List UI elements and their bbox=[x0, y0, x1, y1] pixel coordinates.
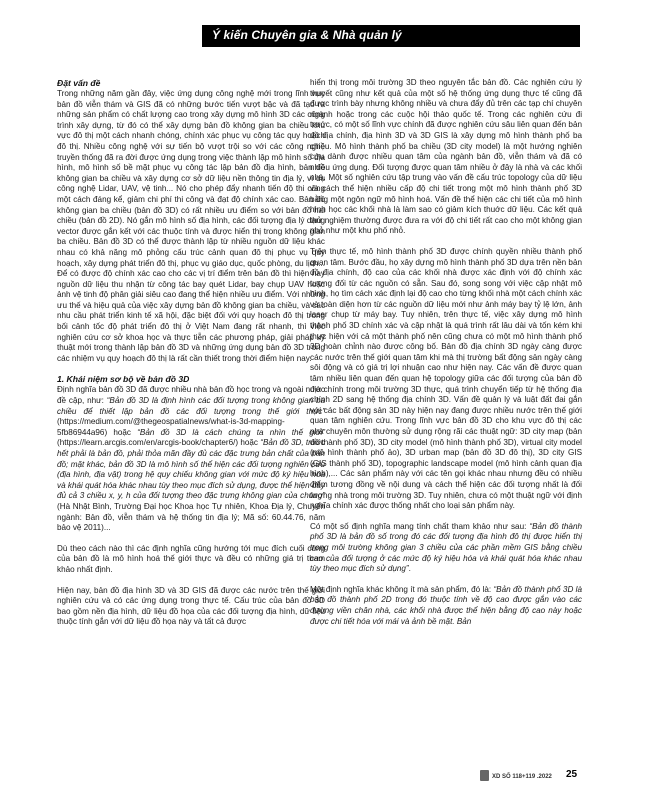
reference-definition-quote: “Bản đồ thành phố 3D là bản đồ số trong đó các đối tượng địa hình đô thị được hiển thị trong môi trường không gian 3 chiều của các phần mềm GIS bằng chiều cao của đối tượng ở các mức độ ký hiệu hóa và khái quát hóa khác nhau tùy theo mục đích sử dụng” bbox=[310, 521, 582, 574]
page-number: 25 bbox=[566, 769, 578, 780]
definition-paragraph bbox=[57, 385, 325, 533]
research-paragraph: hiển thị trong môi trường 3D theo nguyên tắc bản đồ. Các nghiên cứu lý thuyết cũng như kết quả của một số hệ thống ứng dụng thực tế cũng đã được trình bày nhưng không nhiều và chưa đẩy đủ trên các tạp chí chuyên ngành hoặc trong các cuộc hội thảo quốc tế. Trong các nghiên cứu đi trước, có một số lĩnh vực chính đã được nghiên cứu sâu liên quan đến bản đồ địa chính, địa hình 3D và 3D GIS là xây dựng mô hình thành phố ba chiều. Mô hình thành phố ba chiều (3D city model) là một hướng nghiên cứu dành được nhiều quan tâm của ngành bản đồ, viễn thám và đã có nhiều ứng dụng. Đối tượng được quan tâm nhiều ở đây là nhà và các khối nhà. Một số nghiên cứu tập trung vào vấn đề cấu trúc topology của dữ liệu và cách thể hiện nhiều cấp độ chi tiết trong một mô hình thành phố 3D bằng một ngôn ngữ mô hình hoá. Vấn đề thể hiện các chi tiết của mô hình hình học các khối nhà là làm sao có giảm kích thuớc dữ liệu. Các kết quả thử nghiệm thường được đưa ra với độ chi tiết rất cao cho một không gian nhỏ như một khu phố nhỏ. bbox=[310, 78, 582, 236]
definition-quote-3: “Bản đồ 3D, trước hết phải là bản đồ, phải thỏa mãn đầy đủ các đặc trưng bản chất của bản đồ; mặt khác, bản đồ 3D là mô hình số thể hiện các đối tượng nghiên cứu (địa hình, địa vật) trong hệ quy chiếu không gian với mức độ ký hiệu hóa và khái quát hóa khác nhau tùy theo mục đích sử dụng, được thể hiện đầy đủ cả 3 chiều x, y, h của đối tượng theo đặc trưng không gian của chúng” bbox=[57, 438, 325, 501]
right-column bbox=[310, 78, 582, 637]
city-model-paragraph: Trên thực tế, mô hình thành phố 3D được chính quyền nhiều thành phố quan tâm. Bước đầu, họ xây dựng mô hình thành phố 3D dựa trên nền bản đồ địa chính, độ cao của các khối nhà được xác định với độ chính xác tương đối từ các nguồn có sẵn. Sau đó, song song với việc cập nhật mô hình, họ tìm cách xác định lại độ cao cho từng khối nhà một cách chính xác và toàn diện hơn từ các nguồn dữ liệu mới như ảnh máy bay tỷ lệ lớn, ảnh laser chụp từ máy bay. Tuy nhiên, trên thực tế, việc xây dựng mô hình thành phố 3D chính xác và cập nhật là quá trình rất lâu dài và tốn kém khi thực hiện với cả một thành phố nên cũng chưa có một mô hình thành phố 3D hoàn chỉnh nào được công bố. Bản đồ địa chính 3D ngày càng được các nước trên thế giới quan tâm khi mà thị trường bất động sản ngày càng sôi động và có giá trị lợi nhuận cao như hiện nay. Các vấn đề được quan tâm nhiều liên quan đến quan hệ topology giữa các đối tượng của bản đồ địa chính trong môi trường 3D thực, quá trình chuyển tiếp từ hệ thống địa chính 2D sang hệ thống địa chính 3D. Vấn đề quản lý và luật đất đai gắn với các bất động sản 3D này hiện nay đang được nhiều nước trên thế giới quan tâm nghiên cứu. Trong lĩnh vực bản đồ 3D cho khu vực đô thị các nhà chuyên môn thường sử dụng rộng rãi các thuật ngữ: 3D city map (bản đồ thành phố 3D), 3D city model (mô hình thành phố 3D), virtual city model (mô hình thành phố ảo), 3D urban map (bản đồ 3D đô thị), 3D city GIS (GIS thành phố 3D), topographic landscape model (mô hình cảnh quan địa hình),... Các sản phẩm này với các tên gọi khác nhau nhưng đều có nhiều điểm tương đồng về nội dung và cách thể hiện các đối tượng nhất là đối tượng nhà trong môi trường 3D. Tuy nhiên, chưa có một thuật ngữ với định nghĩa chính xác được thống nhất cho loại sản phẩm này. bbox=[310, 246, 582, 511]
definition-ref-3: (Hà Nhật Bình, Trường Đại học Khoa học Tự nhiên, Khoa Địa lý, Chuyên ngành: Bản đồ, viễn thám và hệ thống tin địa lý; Mã số: 60.44.76, năm bảo vệ 2011)... bbox=[57, 501, 325, 533]
definition-text: Định nghĩa bản đồ 3D đã được nhiều nhà bản đồ học trong và ngoài nước đề cập, như: bbox=[57, 385, 325, 406]
reference-definition-text: Có một số định nghĩa mang tính chất tham khảo như sau: bbox=[310, 521, 530, 531]
definition-ref-1: (https://medium.com/@thegeospatialnews/what-is-3d-mapping-5fb86944a96) hoặc bbox=[57, 417, 285, 437]
section-header-bar bbox=[202, 25, 580, 47]
other-definition-quote: “Bản đồ thành phố 3D là bản đồ thành phố 2D trong đó thuộc tính về độ cao được gắn vào các đường viền chân nhà, các khối nhà được thể hiện bằng độ cao này hoặc được chi tiết hóa với mái và ảnh bề mặt. Bản bbox=[310, 584, 582, 626]
structure-paragraph: Hiện nay, bản đồ địa hình 3D và 3D GIS đã được các nước trên thế giới nghiên cứu và có các ứng dụng trong thực tế. Cấu trúc của bản đồ 3D bao gồm nền địa hình, dữ liệu đồ họa của các đối tượng địa hình, dữ liệu thuộc tính gắn với dữ liệu đồ họa này và tất cả được bbox=[57, 585, 325, 627]
definition-quote-2: “Bản đồ 3D là cách chúng ta nhìn thế giới” bbox=[137, 427, 325, 437]
summary-paragraph: Dù theo cách nào thì các định nghĩa cũng hướng tới mục đích cuối cùng của bản đồ là mô hình hoá thế giới thực và đều có những giá trị tham khảo nhất định. bbox=[57, 543, 325, 574]
intro-paragraph: Trong những năm gần đây, việc ứng dụng công nghệ mới trong lĩnh vực bản đồ viễn thám và GIS đã có những bước tiến vượt bậc và đã tạo ra những sản phẩm có chất lượng cao trong xây dựng mô hình 3D các công trình xây dựng, từ đó có thể xây dựng bản đồ không gian ba chiều khu vực đô thị một cách nhanh chóng, chính xác phục vụ công tác quy hoạch đô thị. Nhiều công nghệ với sự tiến bộ vượt trội so với các công nghệ truyền thống đã ra đời được ứng dụng trong việc thành lập mô hình số địa hình, mô hình số bề mặt phục vụ công tác lập bản đồ địa hình, bản đồ không gian ba chiều và xây dựng cơ sở dữ liệu nền thông tin địa lý, ví dụ công nghệ Lidar, UAV, vệ tinh... Nó cho phép đẩy nhanh tiến độ thi công một cách đáng kể, giảm chi phí thi công và đạt độ chính xác cao. Bản đồ không gian ba chiều (bản đồ 3D) có rất nhiều ưu điểm so với bản đồ hai chiều (bản đồ 2D). Nó gắn mô hình số địa hình, các đối tượng địa lý dạng vector được gắn kết với các thuộc tính và được hiển thị trong không gian ba chiều. Bản đồ 3D có thể được thành lập từ nhiều nguồn dữ liệu khác nhau có khả năng mô phỏng cấu trúc cảnh quan đô thị phục vụ quy hoạch, xây dựng phát triển đô thị, phục vụ giáo dục, quốc phòng, du lịch... Để có được độ chính xác cao cho các vị trí điểm trên bản đồ thì hiện nay nguồn dữ liệu thu nhận từ công tác bay quét Lidar, bay chụp UAV hoặc ảnh vệ tinh độ phân giải siêu cao đang thể hiện nhiều ưu điểm. Với những ưu thế và hiệu quả của việc xây dựng bản đồ không gian ba chiều, và các nhu cầu phát triển kinh tế xã hội, đặc biệt đối với quy hoạch đô thị trong bối cảnh tốc độ phát triển đô thị ở Việt Nam đang rất nhanh, thì việc nghiên cứu cơ sở khoa học và thực tiễn các phương pháp, giải pháp kỹ thuật mới trong thành lập bản đồ 3D và những ứng dụng bản đồ 3D trong các nhiệm vụ quy hoạch đô thị là rất cần thiết trong thời điểm hiện nay. bbox=[57, 89, 325, 363]
magazine-logo-icon bbox=[480, 770, 489, 781]
other-definition-paragraph bbox=[310, 585, 582, 627]
section-1-heading: 1. Khái niệm sơ bộ về bản đồ 3D bbox=[57, 374, 190, 385]
definition-quote-1: “Bản đồ 3D là định hình các đối tượng trong không gian ba chiều để thiết lập bản đồ các đối tượng trong thế giới thực” bbox=[57, 396, 326, 416]
section-header-title: Ý kiến Chuyên gia & Nhà quản lý bbox=[212, 28, 402, 42]
reference-definition-paragraph bbox=[310, 522, 582, 575]
reference-definition-end: . bbox=[408, 564, 411, 574]
intro-heading: Đặt vấn đề bbox=[57, 78, 101, 88]
issue-label: XD SỐ 118+119 .2022 bbox=[492, 774, 552, 780]
left-column bbox=[57, 78, 325, 638]
other-definition-text: Một định nghĩa khác không ít mà sản phẩm, đó là: bbox=[310, 584, 494, 594]
definition-ref-2: (https://learn.arcgis.com/en/arcgis-book/chapter6/) hoặc bbox=[57, 438, 261, 448]
